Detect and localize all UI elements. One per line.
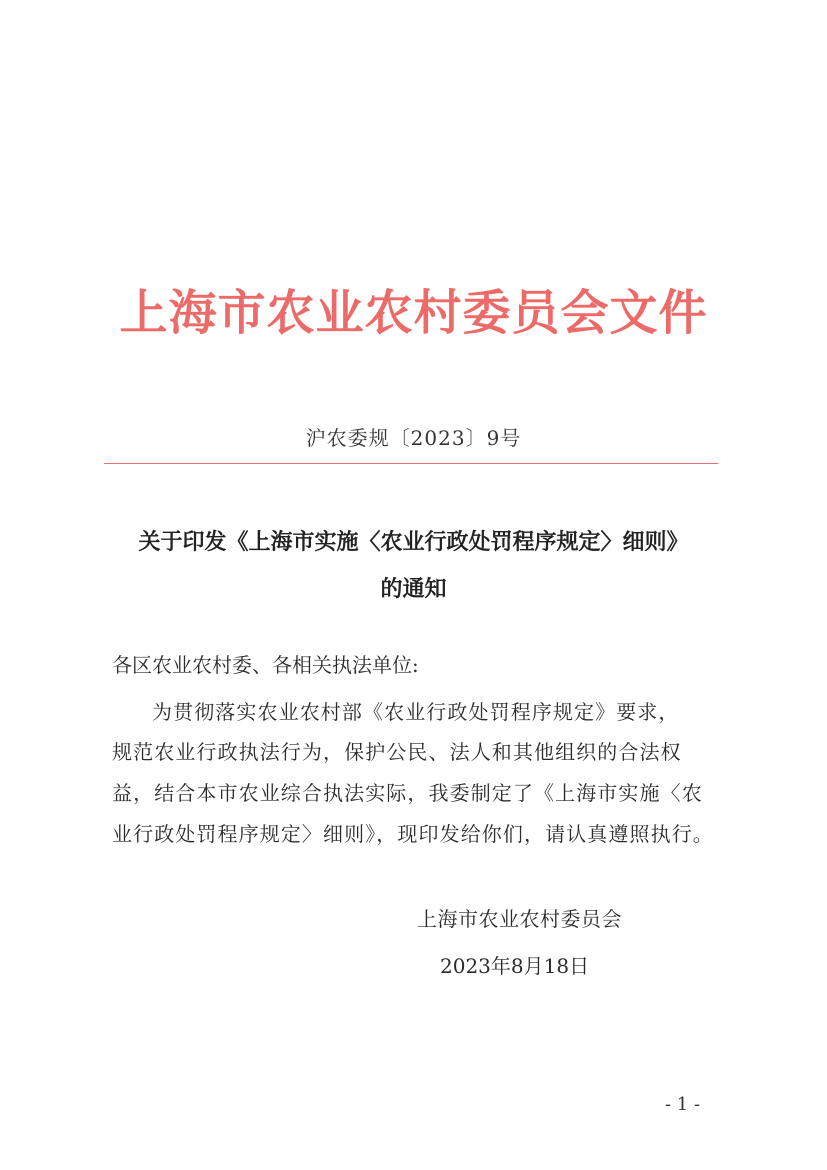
body-paragraph-line: 益，结合本市农业综合执法实际，我委制定了《上海市实施〈农 — [112, 781, 703, 805]
notice-title-line-2: 的通知 — [380, 576, 447, 602]
document-number: 沪农委规〔2023〕9号 — [305, 426, 522, 450]
body-paragraph-line: 为贯彻落实农业农村部《农业行政处罚程序规定》要求， — [152, 700, 680, 724]
signature-date: 2023年8月18日 — [440, 954, 590, 978]
masthead-title: 上海市农业农村委员会文件 — [119, 285, 708, 341]
body-paragraph-line: 业行政处罚程序规定〉细则》，现印发给你们，请认真遵照执行。 — [112, 822, 714, 846]
red-divider-line — [104, 463, 718, 464]
page-number: - 1 - — [665, 1094, 701, 1115]
body-paragraph-line: 规范农业行政执法行为，保护公民、法人和其他组织的合法权 — [112, 740, 682, 764]
addressee: 各区农业农村委、各相关执法单位: — [112, 653, 419, 677]
notice-title-line-1: 关于印发《上海市实施〈农业行政处罚程序规定〉细则》 — [138, 529, 689, 555]
signature-organization: 上海市农业农村委员会 — [417, 907, 622, 931]
